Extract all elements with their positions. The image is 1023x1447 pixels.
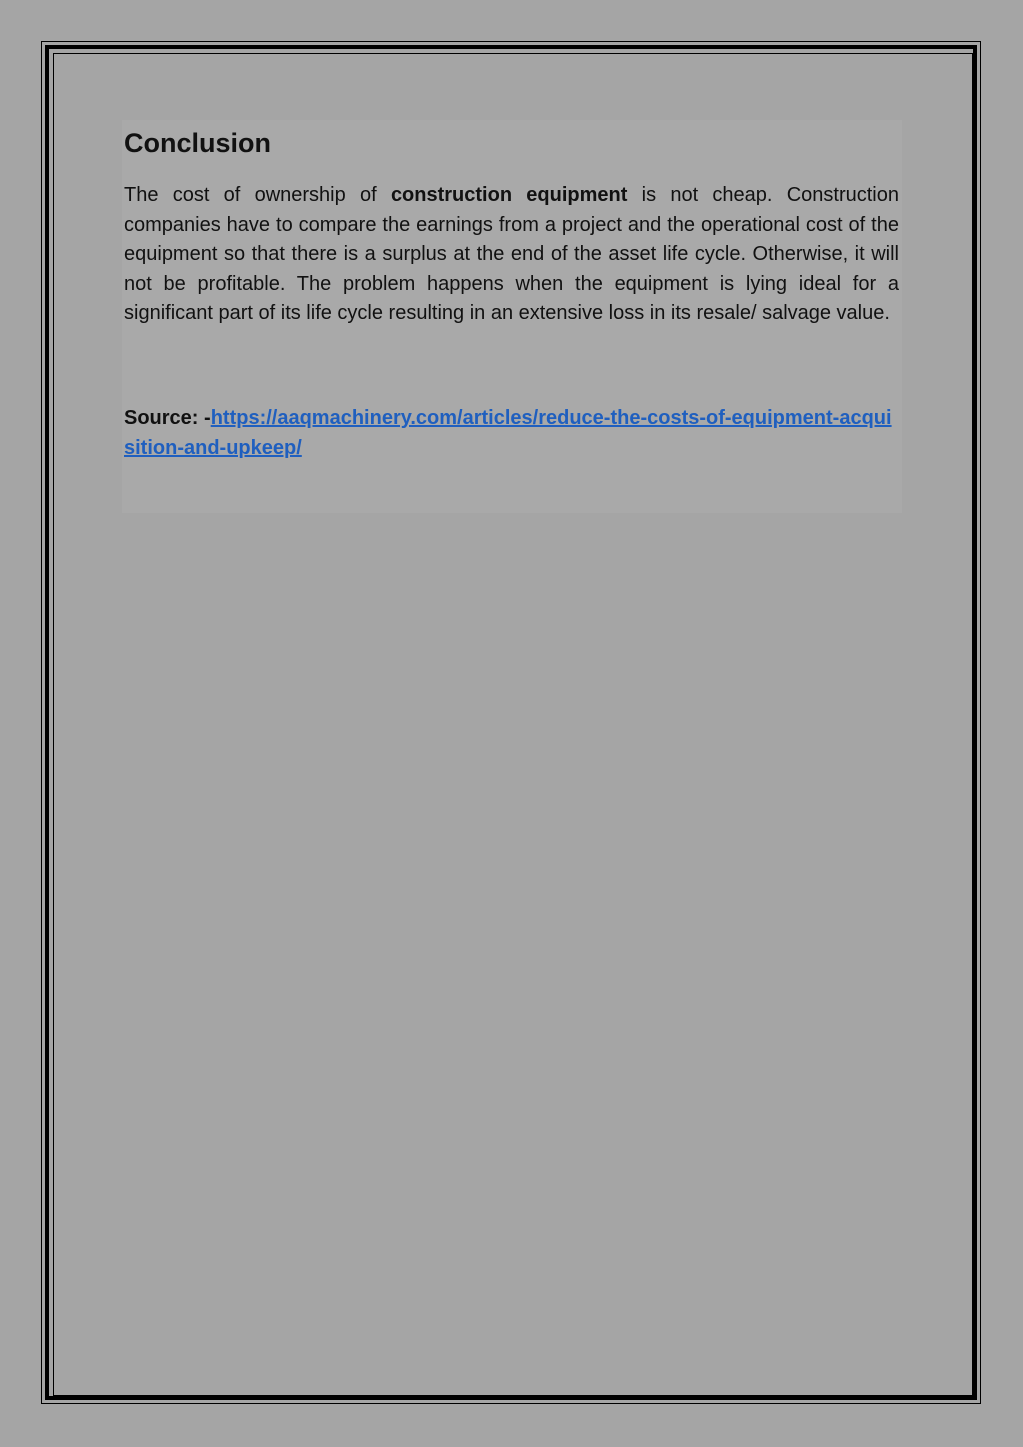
paragraph-bold-term: construction equipment xyxy=(390,184,628,206)
section-heading: Conclusion xyxy=(124,128,271,158)
source-link[interactable]: https://aaqmachinery.com/articles/reduce-the-costs-of-equipment-acquisition-and-upkeep/ xyxy=(124,407,892,459)
source-label: Source: - xyxy=(124,407,211,429)
paragraph-text-start: The cost of ownership of xyxy=(124,184,391,206)
source-line xyxy=(124,403,899,463)
paragraph-text-end: is not cheap. Construction companies have to compare the earnings from a project and the operational cost of the equipment so that there is a surplus at the end of the asset life cycle. Otherwise, it will not be profitable. The problem happens when the equipment is lying ideal for a significant part of its life cycle resulting in an extensive loss in its resale/ salvage value. xyxy=(124,184,899,325)
conclusion-paragraph xyxy=(124,181,899,329)
